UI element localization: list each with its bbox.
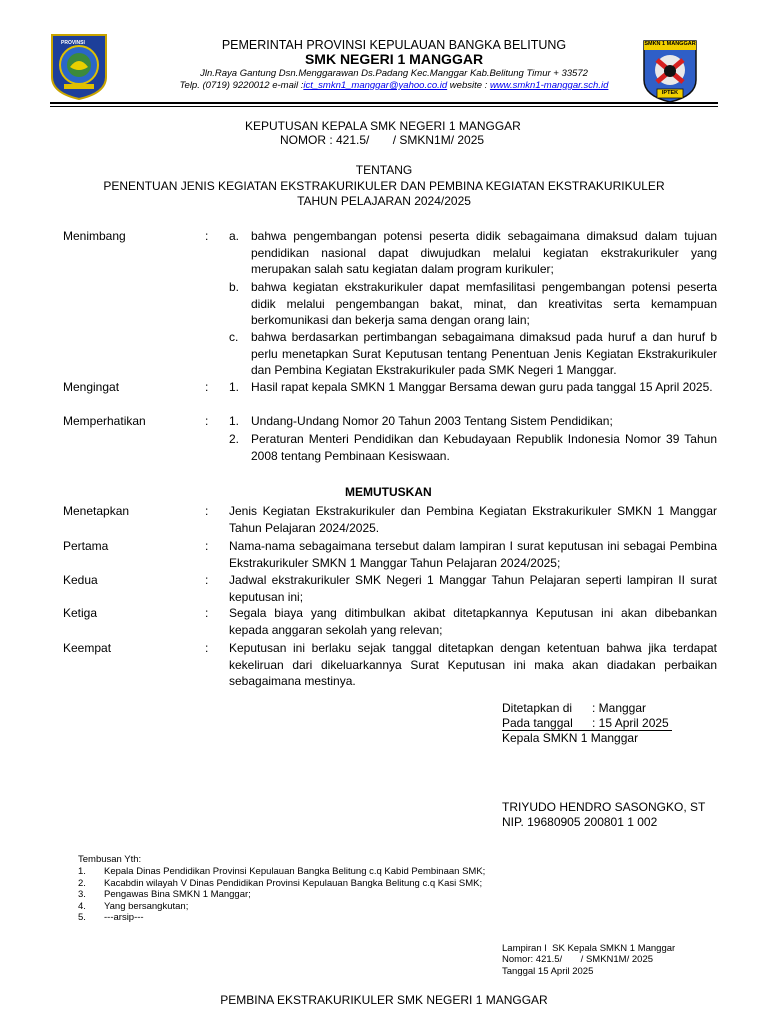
place-label: Ditetapkan di: [502, 701, 573, 715]
logo-top-text: SMKN 1 MANGGAR: [644, 41, 696, 47]
decree-subject-year: TAHUN PELAJARAN 2024/2025: [297, 194, 471, 208]
mengingat-marker: 1.: [229, 380, 240, 394]
signer-nip: NIP. 19680905 200801 1 002: [502, 815, 658, 829]
menimbang-marker: c.: [229, 330, 239, 344]
lampiran-line: Nomor: 421.5/ / SMKN1M/ 2025: [502, 954, 654, 965]
tembusan-marker: 1.: [78, 866, 86, 877]
decision-colon: :: [205, 606, 209, 620]
header-rule-thin: [50, 106, 718, 107]
memperhatikan-item: Undang-Undang Nomor 20 Tahun 2003 Tentang Sistem Pendidikan;: [251, 414, 613, 428]
tembusan-item: ---arsip---: [104, 912, 144, 923]
footer-title: PEMBINA EKSTRAKURIKULER SMK NEGERI 1 MANGGAR: [220, 993, 548, 1007]
lampiran-line: Lampiran I SK Kepala SMKN 1 Manggar: [502, 943, 676, 954]
decision-text: Jadwal ekstrakurikuler SMK Negeri 1 Manggar Tahun Pelajaran seperti lampiran II surat keputusan ini;: [229, 573, 717, 604]
signer-name: TRIYUDO HENDRO SASONGKO, ST: [502, 800, 706, 814]
tembusan-marker: 2.: [78, 878, 86, 889]
lampiran-line: Tanggal 15 April 2025: [502, 966, 594, 977]
decision-colon: :: [205, 641, 209, 655]
date-label: Pada tanggal: [502, 716, 573, 730]
date-value: : 15 April 2025: [592, 716, 669, 730]
tembusan-item: Kacabdin wilayah V Dinas Pendidikan Provinsi Kepulauan Bangka Belitung c.q Kasi SMK;: [104, 878, 483, 889]
menimbang-item: bahwa berdasarkan pertimbangan sebagaimana dimaksud pada huruf a dan huruf b perlu menetapkan Surat Keputusan tentang Penentuan Jenis Kegiatan Ekstrakurikuler dan Pembina Kegiatan Ekstrakurikuler pada SMK Negeri 1 Manggar.: [251, 330, 717, 377]
decree-subject: PENENTUAN JENIS KEGIATAN EKSTRAKURIKULER DAN PEMBINA KEGIATAN EKSTRAKURIKULER: [103, 179, 665, 193]
menimbang-colon: :: [205, 229, 209, 243]
email-link[interactable]: ict_smkn1_manggar@yahoo.co.id: [303, 80, 448, 91]
decision-label: Kedua: [63, 573, 98, 587]
decision-text: Segala biaya yang ditimbulkan akibat ditetapkannya Keputusan ini akan dibebankan kepada anggaran sekolah yang relevan;: [229, 606, 717, 637]
mengingat-label: Mengingat: [63, 380, 120, 394]
menimbang-marker: b.: [229, 280, 240, 294]
menimbang-item: bahwa pengembangan potensi peserta didik sebagaimana dimaksud dalam tujuan pendidikan nasional dapat diwujudkan melalui kegiatan ekstrakurikuler yang merupakan salah satu kegiatan dalam program kurikuler;: [251, 229, 717, 276]
decision-text: Nama-nama sebagaimana tersebut dalam lampiran I surat keputusan ini sebagai Pembina Ekstrakurikuler SMKN 1 Manggar Tahun Pelajaran 2024/2025;: [229, 539, 717, 570]
memperhatikan-item: Peraturan Menteri Pendidikan dan Kebudayaan Republik Indonesia Nomor 39 Tahun 2008 tentang Pembinaan Kesiswaan.: [251, 432, 717, 463]
place-value: : Manggar: [592, 701, 647, 715]
tentang-label: TENTANG: [355, 163, 413, 177]
menimbang-label: Menimbang: [63, 229, 126, 243]
mengingat-item: Hasil rapat kepala SMKN 1 Manggar Bersama dewan guru pada tanggal 15 April 2025.: [251, 380, 713, 394]
decree-title: KEPUTUSAN KEPALA SMK NEGERI 1 MANGGAR: [245, 119, 521, 133]
memperhatikan-colon: :: [205, 414, 209, 428]
memperhatikan-label: Memperhatikan: [63, 414, 146, 428]
memutuskan-heading: MEMUTUSKAN: [345, 485, 432, 499]
website-link[interactable]: www.smkn1-manggar.sch.id: [489, 80, 609, 91]
decision-label: Menetapkan: [63, 504, 130, 518]
decision-colon: :: [205, 504, 209, 518]
tembusan-marker: 3.: [78, 889, 86, 900]
decision-text: Jenis Kegiatan Ekstrakurikuler dan Pembina Kegiatan Ekstrakurikuler SMKN 1 Manggar Tahun Pelajaran 2024/2025.: [229, 504, 717, 535]
government-name: PEMERINTAH PROVINSI KEPULAUAN BANGKA BELITUNG: [221, 38, 567, 52]
header-rule-thick: [50, 102, 718, 104]
decision-label: Ketiga: [63, 606, 98, 620]
decision-colon: :: [205, 539, 209, 553]
website-label: website :: [447, 80, 490, 91]
mengingat-colon: :: [205, 380, 209, 394]
memperhatikan-marker: 2.: [229, 432, 240, 446]
tembusan-marker: 4.: [78, 901, 86, 912]
signer-position: Kepala SMKN 1 Manggar: [502, 731, 639, 745]
decision-text: Keputusan ini berlaku sejak tanggal ditetapkan dengan ketentuan bahwa jika terdapat kekeliruan dari dikeluarkannya Surat Keputusan ini maka akan diadakan perbaikan sebagaimana mestinya.: [229, 641, 717, 688]
logo-bottom-text: IPTEK: [661, 90, 679, 96]
menimbang-marker: a.: [229, 229, 240, 243]
school-address: Jln.Raya Gantung Dsn.Menggarawan Ds.Padang Kec.Manggar Kab.Belitung Timur + 33572: [200, 68, 588, 79]
decision-label: Keempat: [63, 641, 112, 655]
tembusan-marker: 5.: [78, 912, 86, 923]
school-name: SMK NEGERI 1 MANGGAR: [304, 51, 484, 67]
menimbang-item: bahwa kegiatan ekstrakurikuler dapat memfasilitasi pengembangan potensi peserta didik melalui pengembangan bakat, minat, dan kreativitas serta kemampuan berkomunikasi dan bekerja sama dengan orang lain;: [251, 280, 717, 327]
decision-colon: :: [205, 573, 209, 587]
emblem-top-text: PROVINSI: [61, 40, 85, 46]
tembusan-title: Tembusan Yth:: [78, 854, 142, 865]
decision-label: Pertama: [63, 539, 109, 553]
tembusan-item: Pengawas Bina SMKN 1 Manggar;: [104, 889, 251, 900]
decree-number: NOMOR : 421.5/ / SMKN1M/ 2025: [280, 133, 485, 147]
phone-text: Telp. (0719) 9220012 e-mail :: [179, 80, 304, 91]
memperhatikan-marker: 1.: [229, 414, 240, 428]
tembusan-item: Kepala Dinas Pendidikan Provinsi Kepulauan Bangka Belitung c.q Kabid Pembinaan SMK;: [104, 866, 486, 877]
tembusan-item: Yang bersangkutan;: [104, 901, 189, 912]
